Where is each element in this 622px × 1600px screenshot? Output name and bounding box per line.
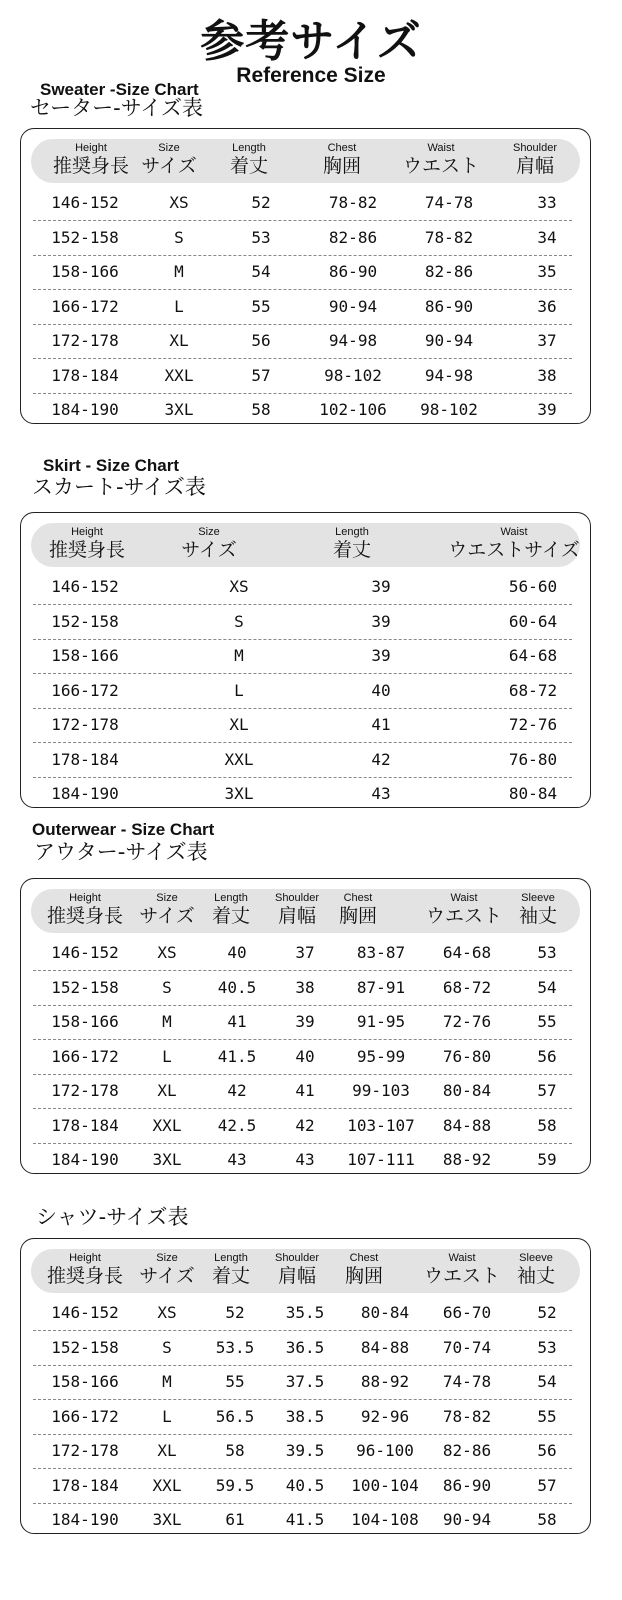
table-cell: 40 [227, 943, 247, 962]
table-row [33, 1400, 572, 1435]
table-cell: 88-92 [360, 1372, 410, 1391]
table-row [33, 1331, 572, 1366]
table-row [33, 1005, 572, 1040]
table-cell: 38.5 [285, 1406, 325, 1426]
table-cell: 83-87 [356, 943, 406, 962]
table-row [33, 1296, 572, 1331]
table-cell: 64-68 [442, 943, 492, 962]
table-cell: 56 [251, 331, 271, 350]
table-cell: 40 [295, 1046, 315, 1066]
table-cell: 56 [537, 1441, 557, 1460]
table-cell: 178-184 [51, 365, 119, 385]
table-cell: 34 [537, 227, 557, 247]
header-label-en: Chest [343, 892, 373, 904]
header-label-jp: 肩幅 [277, 905, 317, 927]
table-cell: XXL [152, 1115, 182, 1135]
table-cell: XS [157, 943, 177, 962]
header-label-en: Waist [427, 142, 455, 154]
table-cell: 86-90 [424, 296, 474, 316]
header-cell [513, 139, 557, 183]
table-cell: XL [157, 1441, 177, 1460]
header-label-en: Length [214, 1252, 248, 1264]
table-cell: XS [229, 577, 249, 596]
table-row [33, 570, 572, 605]
table-cell: 78-82 [328, 193, 378, 212]
table-cell: 54 [251, 262, 271, 281]
table-row [33, 639, 572, 674]
table-cell: 178-184 [51, 1115, 119, 1135]
table-row [33, 708, 572, 743]
table-cell: 166-172 [51, 296, 119, 316]
table-cell: 43 [227, 1150, 247, 1169]
table-cell: 59 [537, 1150, 557, 1169]
table-cell: 58 [225, 1441, 245, 1460]
table-row [33, 743, 572, 778]
table-row [33, 255, 572, 290]
table-cell: 99-103 [352, 1081, 410, 1100]
header-label-jp: 推奨身長 [46, 905, 124, 927]
table-cell: 37.5 [285, 1372, 325, 1391]
table-cell: 52 [537, 1303, 557, 1322]
table-cell: 39 [371, 646, 391, 665]
table-cell: 184-190 [51, 400, 119, 419]
header-label-en: Shoulder [274, 892, 320, 904]
page-title: 参考サイズ [200, 16, 422, 67]
table-cell: 146-152 [51, 577, 119, 596]
table-cell: 102-106 [319, 400, 387, 419]
skirt-size-table [20, 512, 591, 808]
table-cell: 178-184 [51, 749, 119, 769]
table-cell: 38 [537, 365, 557, 385]
header-label-jp: 肩幅 [277, 1265, 317, 1287]
table-cell: 76-80 [442, 1046, 492, 1066]
table-cell: 53 [537, 1337, 557, 1357]
table-cell: 172-178 [51, 715, 119, 734]
header-label-en: Shoulder [512, 142, 558, 154]
header-label-jp: 袖丈 [516, 1265, 556, 1287]
table-row [33, 1434, 572, 1469]
table-row [33, 1074, 572, 1109]
header-label-jp: サイズ [139, 1265, 195, 1287]
header-cell [181, 523, 236, 567]
table-cell: L [234, 680, 244, 700]
table-cell: 82-86 [328, 227, 378, 247]
table-cell: 86-90 [328, 262, 378, 281]
header-label-en: Height [69, 1252, 101, 1264]
table-cell: 37 [295, 943, 315, 962]
table-cell: 39 [295, 1012, 315, 1031]
table-cell: 36.5 [285, 1337, 325, 1357]
table-cell: 158-166 [51, 262, 119, 281]
page-subtitle: Reference Size [236, 64, 386, 87]
header-label-en: Chest [349, 1252, 379, 1264]
table-cell: 54 [537, 977, 557, 997]
table-cell: 36 [537, 296, 557, 316]
table-cell: 184-190 [51, 1150, 119, 1169]
table-cell: 42 [371, 749, 391, 769]
table-cell: XL [157, 1081, 177, 1100]
table-row [33, 1109, 572, 1144]
table-cell: 56.5 [215, 1406, 255, 1426]
table-cell: 88-92 [442, 1150, 492, 1169]
table-cell: 184-190 [51, 1510, 119, 1529]
table-cell: 60-64 [508, 611, 558, 631]
table-cell: 58 [537, 1115, 557, 1135]
header-label-en: Shoulder [274, 1252, 320, 1264]
header-label-en: Sleeve [521, 892, 555, 904]
table-row [33, 1503, 572, 1537]
table-cell: 184-190 [51, 784, 119, 803]
table-cell: 43 [295, 1150, 315, 1169]
table-cell: 78-82 [442, 1406, 492, 1426]
table-cell: 74-78 [442, 1372, 492, 1391]
table-cell: 80-84 [508, 784, 558, 803]
table-cell: 42 [227, 1081, 247, 1100]
header-label-jp: 着丈 [211, 1265, 251, 1287]
table-row [33, 1040, 572, 1075]
table-row [33, 1469, 572, 1504]
header-cell [275, 1249, 319, 1293]
header-label-jp: 着丈 [229, 155, 269, 177]
header-label-en: Length [335, 526, 369, 538]
table-cell: 146-152 [51, 943, 119, 962]
header-label-jp: ウエストサイズ [448, 539, 580, 561]
header-cell [53, 139, 129, 183]
table-cell: 92-96 [360, 1406, 410, 1426]
header-label-jp: ウエスト [425, 905, 503, 927]
table-row [33, 777, 572, 811]
table-cell: 166-172 [51, 1046, 119, 1066]
table-row [33, 221, 572, 256]
header-label-jp: 胸囲 [344, 1265, 384, 1287]
table-cell: S [162, 977, 172, 997]
table-cell: 70-74 [442, 1337, 492, 1357]
table-cell: M [162, 1372, 172, 1391]
table-cell: 146-152 [51, 1303, 119, 1322]
header-label-en: Length [232, 142, 266, 154]
table-row [33, 936, 572, 971]
header-label-en: Height [75, 142, 107, 154]
header-cell [517, 1249, 555, 1293]
table-cell: 54 [537, 1372, 557, 1391]
table-row [33, 1143, 572, 1177]
table-cell: 146-152 [51, 193, 119, 212]
table-cell: 91-95 [356, 1012, 406, 1031]
table-cell: 57 [537, 1475, 557, 1495]
table-cell: 72-76 [508, 715, 558, 734]
table-cell: 55 [225, 1372, 245, 1391]
table-cell: 55 [251, 296, 271, 316]
header-label-en: Height [69, 892, 101, 904]
header-cell [212, 1249, 250, 1293]
table-cell: 39 [371, 577, 391, 596]
table-row [33, 186, 572, 221]
sweater-size-table [20, 128, 591, 424]
table-cell: XS [157, 1303, 177, 1322]
table-cell: 41 [227, 1012, 247, 1031]
table-cell: 40.5 [217, 977, 257, 997]
header-cell [519, 889, 557, 933]
header-label-jp: ウエスト [402, 155, 480, 177]
table-cell: 42 [295, 1115, 315, 1135]
skirt-title-en: Skirt - Size Chart [43, 456, 180, 475]
header-cell [230, 139, 268, 183]
table-cell: 52 [251, 193, 271, 212]
header-label-en: Chest [327, 142, 357, 154]
table-cell: 59.5 [215, 1475, 255, 1495]
header-label-jp: 肩幅 [515, 155, 555, 177]
table-cell: 53.5 [215, 1337, 255, 1357]
header-cell [323, 139, 361, 183]
table-cell: 82-86 [424, 262, 474, 281]
table-row [33, 1365, 572, 1400]
table-row [33, 971, 572, 1006]
table-cell: 53 [537, 943, 557, 962]
table-cell: 43 [371, 784, 391, 803]
table-cell: 57 [251, 365, 271, 385]
table-cell: 66-70 [442, 1303, 492, 1322]
table-cell: 41 [295, 1081, 315, 1100]
table-cell: 94-98 [328, 331, 378, 350]
table-cell: XS [169, 193, 189, 212]
header-label-jp: 袖丈 [518, 905, 558, 927]
table-cell: 98-102 [324, 365, 382, 385]
header-label-en: Waist [500, 526, 528, 538]
sweater-title-en: Sweater -Size Chart [40, 80, 199, 99]
outerwear-title-jp: アウター-サイズ表 [34, 840, 208, 864]
table-cell: 96-100 [356, 1441, 414, 1460]
table-cell: 72-76 [442, 1012, 492, 1031]
header-cell [403, 139, 479, 183]
header-label-jp: ウエスト [423, 1265, 501, 1287]
table-cell: 158-166 [51, 646, 119, 665]
table-cell: 100-104 [351, 1475, 419, 1495]
table-row [33, 674, 572, 709]
table-cell: XXL [152, 1475, 182, 1495]
outerwear-size-table [20, 878, 591, 1174]
table-cell: 41 [371, 715, 391, 734]
header-cell [47, 889, 123, 933]
table-cell: M [174, 262, 184, 281]
shirt-title-jp: シャツ-サイズ表 [36, 1205, 189, 1229]
header-label-en: Size [156, 1252, 178, 1264]
table-cell: S [174, 227, 184, 247]
table-cell: L [162, 1046, 172, 1066]
table-cell: 158-166 [51, 1012, 119, 1031]
header-label-jp: 推奨身長 [46, 1265, 124, 1287]
header-label-jp: 推奨身長 [52, 155, 130, 177]
table-cell: 103-107 [347, 1115, 415, 1135]
table-header [31, 889, 580, 933]
table-cell: 37 [537, 331, 557, 350]
table-cell: 76-80 [508, 749, 558, 769]
skirt-title-jp: スカート-サイズ表 [32, 475, 206, 499]
header-cell [345, 1249, 383, 1293]
table-cell: S [234, 611, 244, 631]
header-cell [339, 889, 377, 933]
table-cell: 56-60 [508, 577, 558, 596]
table-cell: 104-108 [351, 1510, 419, 1529]
table-cell: 68-72 [442, 977, 492, 997]
table-cell: 33 [537, 193, 557, 212]
table-cell: 39 [371, 611, 391, 631]
table-cell: 41.5 [285, 1510, 325, 1529]
table-header [31, 1249, 580, 1293]
table-cell: 152-158 [51, 977, 119, 997]
header-label-jp: 着丈 [211, 905, 251, 927]
table-cell: 84-88 [360, 1337, 410, 1357]
header-cell [139, 889, 194, 933]
table-cell: 172-178 [51, 331, 119, 350]
sweater-title-jp: セーター-サイズ表 [30, 96, 204, 120]
table-cell: 86-90 [442, 1475, 492, 1495]
header-label-en: Size [156, 892, 178, 904]
header-label-jp: サイズ [139, 905, 195, 927]
header-label-en: Waist [448, 1252, 476, 1264]
table-cell: 68-72 [508, 680, 558, 700]
table-row [33, 290, 572, 325]
table-cell: 39.5 [285, 1441, 325, 1460]
table-cell: L [162, 1406, 172, 1426]
outerwear-title-en: Outerwear - Size Chart [32, 820, 215, 839]
header-cell [333, 523, 371, 567]
header-label-jp: サイズ [141, 155, 197, 177]
table-cell: XXL [224, 749, 254, 769]
header-label-en: Size [198, 526, 220, 538]
table-cell: 41.5 [217, 1046, 257, 1066]
table-row [33, 359, 572, 394]
header-label-jp: 推奨身長 [48, 539, 126, 561]
table-cell: 80-84 [442, 1081, 492, 1100]
table-header [31, 139, 580, 183]
table-cell: 64-68 [508, 646, 558, 665]
header-cell [275, 889, 319, 933]
table-cell: 172-178 [51, 1441, 119, 1460]
table-cell: 90-94 [328, 296, 378, 316]
header-cell [426, 889, 502, 933]
table-cell: S [162, 1337, 172, 1357]
table-cell: 98-102 [420, 400, 478, 419]
table-row [33, 393, 572, 427]
table-cell: 55 [537, 1012, 557, 1031]
table-cell: 61 [225, 1510, 245, 1529]
table-cell: 166-172 [51, 1406, 119, 1426]
table-cell: 80-84 [360, 1303, 410, 1322]
table-cell: 87-91 [356, 977, 406, 997]
table-cell: 74-78 [424, 193, 474, 212]
table-cell: XL [229, 715, 249, 734]
table-cell: 53 [251, 227, 271, 247]
table-cell: 42.5 [217, 1115, 257, 1135]
header-cell [47, 1249, 123, 1293]
table-cell: 38 [295, 977, 315, 997]
header-label-en: Length [214, 892, 248, 904]
header-label-en: Size [158, 142, 180, 154]
table-header [31, 523, 580, 567]
header-cell [448, 523, 579, 567]
table-cell: 35 [537, 262, 557, 281]
header-label-jp: 胸囲 [338, 905, 378, 927]
header-cell [424, 1249, 500, 1293]
header-label-jp: サイズ [181, 539, 237, 561]
table-row [33, 324, 572, 359]
table-cell: 90-94 [442, 1510, 492, 1529]
table-cell: 40 [371, 680, 391, 700]
table-cell: XXL [164, 365, 194, 385]
header-cell [49, 523, 125, 567]
header-label-jp: 着丈 [332, 539, 372, 561]
table-cell: 39 [537, 400, 557, 419]
table-row [33, 605, 572, 640]
table-cell: 82-86 [442, 1441, 492, 1460]
table-cell: 3XL [152, 1150, 182, 1169]
table-cell: 152-158 [51, 611, 119, 631]
table-cell: 3XL [164, 400, 194, 419]
table-cell: M [162, 1012, 172, 1031]
table-cell: 166-172 [51, 680, 119, 700]
table-cell: 152-158 [51, 227, 119, 247]
header-label-en: Sleeve [519, 1252, 553, 1264]
table-cell: 58 [537, 1510, 557, 1529]
table-cell: 84-88 [442, 1115, 492, 1135]
header-cell [212, 889, 250, 933]
table-cell: XL [169, 331, 189, 350]
table-cell: 158-166 [51, 1372, 119, 1391]
table-cell: L [174, 296, 184, 316]
table-cell: 95-99 [356, 1046, 406, 1066]
table-cell: 56 [537, 1046, 557, 1066]
table-cell: 3XL [224, 784, 254, 803]
table-cell: 40.5 [285, 1475, 325, 1495]
table-cell: 55 [537, 1406, 557, 1426]
shirt-size-table [20, 1238, 591, 1534]
header-label-en: Waist [450, 892, 478, 904]
header-label-en: Height [71, 526, 103, 538]
table-cell: 35.5 [285, 1303, 325, 1322]
table-cell: 172-178 [51, 1081, 119, 1100]
table-cell: 107-111 [347, 1150, 415, 1169]
table-cell: M [234, 646, 244, 665]
table-cell: 52 [225, 1303, 245, 1322]
header-label-jp: 胸囲 [322, 155, 362, 177]
table-cell: 57 [537, 1081, 557, 1100]
table-cell: 3XL [152, 1510, 182, 1529]
table-cell: 58 [251, 400, 271, 419]
header-cell [139, 1249, 194, 1293]
table-cell: 178-184 [51, 1475, 119, 1495]
header-cell [141, 139, 196, 183]
table-cell: 78-82 [424, 227, 474, 247]
table-cell: 90-94 [424, 331, 474, 350]
table-cell: 94-98 [424, 365, 474, 385]
table-cell: 152-158 [51, 1337, 119, 1357]
